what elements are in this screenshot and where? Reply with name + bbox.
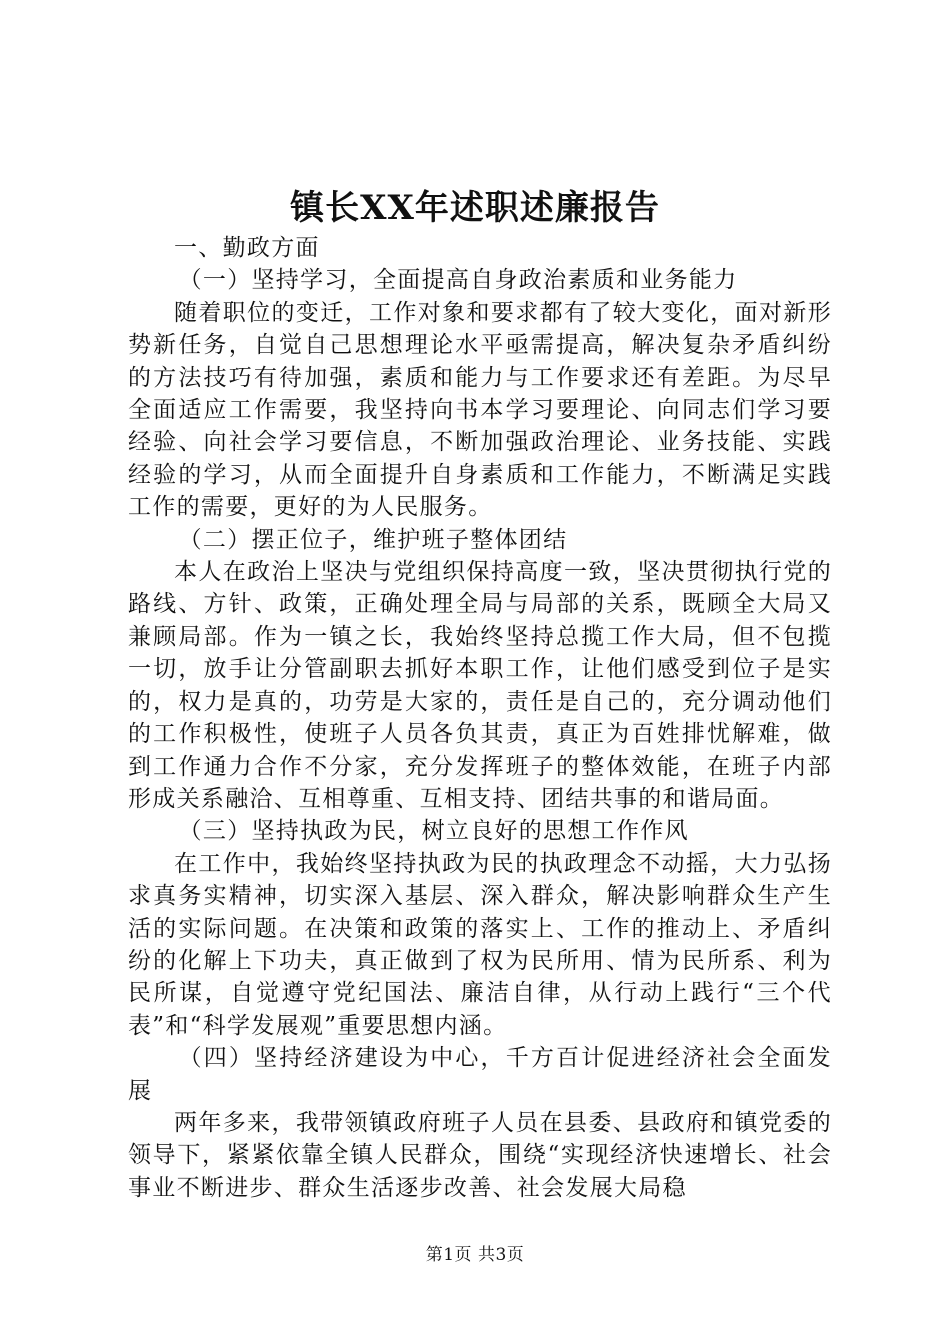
paragraph-2: 本人在政治上坚决与党组织保持高度一致，坚决贯彻执行党的路线、方针、政策，正确处理全局与局部的关系，既顾全大局又兼顾局部。作为一镇之长，我始终坚持总揽工作大局，但不包揽一切，放手让分管副职去抓好本职工作，让他们感受到位子是实的，权力是真的，功劳是大家的，责任是自己的，充分调动他们的工作积极性，使班子人员各负其责，真正为百姓排忧解难，做到工作通力合作不分家，充分发挥班子的整体效能，在班子内部形成关系融洽、互相尊重、互相支持、团结共事的和谐局面。 [128, 559, 832, 812]
subsection-heading-4: （四）坚持经济建设为中心，千方百计促进经济社会全面发展 [128, 1045, 832, 1104]
paragraph-1: 随着职位的变迁，工作对象和要求都有了较大变化，面对新形势新任务，自觉自己思想理论水平亟需提高，解决复杂矛盾纠纷的方法技巧有待加强，素质和能力与工作要求还有差距。为尽早全面适应工作需要，我坚持向书本学习要理论、向同志们学习要经验、向社会学习要信息，不断加强政治理论、业务技能、实践经验的学习，从而全面提升自身素质和工作能力，不断满足实践工作的需要，更好的为人民服务。 [128, 299, 832, 521]
paragraph-3: 在工作中，我始终坚持执政为民的执政理念不动摇，大力弘扬求真务实精神，切实深入基层、深入群众，解决影响群众生产生活的实际问题。在决策和政策的落实上、工作的推动上、矛盾纠纷的化解上下功夫，真正做到了权为民所用、情为民所系、利为民所谋，自觉遵守党纪国法、廉洁自律，从行动上践行“三个代表”和“科学发展观”重要思想内涵。 [128, 850, 832, 1039]
subsection-heading-1: （一）坚持学习，全面提高自身政治素质和业务能力 [178, 267, 738, 294]
subsection-heading-2: （二）摆正位子，维护班子整体团结 [178, 526, 568, 553]
document-body [128, 232, 832, 1204]
document-title: 镇长XX年述职述廉报告 [290, 188, 660, 228]
page-footer: 第1页 共3页 [425, 1245, 525, 1265]
section-heading-1: 一、勤政方面 [174, 235, 320, 261]
subsection-heading-3: （三）坚持执政为民，树立良好的思想工作作风 [178, 818, 689, 845]
paragraph-4: 两年多来，我带领镇政府班子人员在县委、县政府和镇党委的领导下，紧紧依靠全镇人民群众，围绕“实现经济快速增长、社会事业不断进步、群众生活逐步改善、社会发展大局稳 [128, 1109, 832, 1201]
